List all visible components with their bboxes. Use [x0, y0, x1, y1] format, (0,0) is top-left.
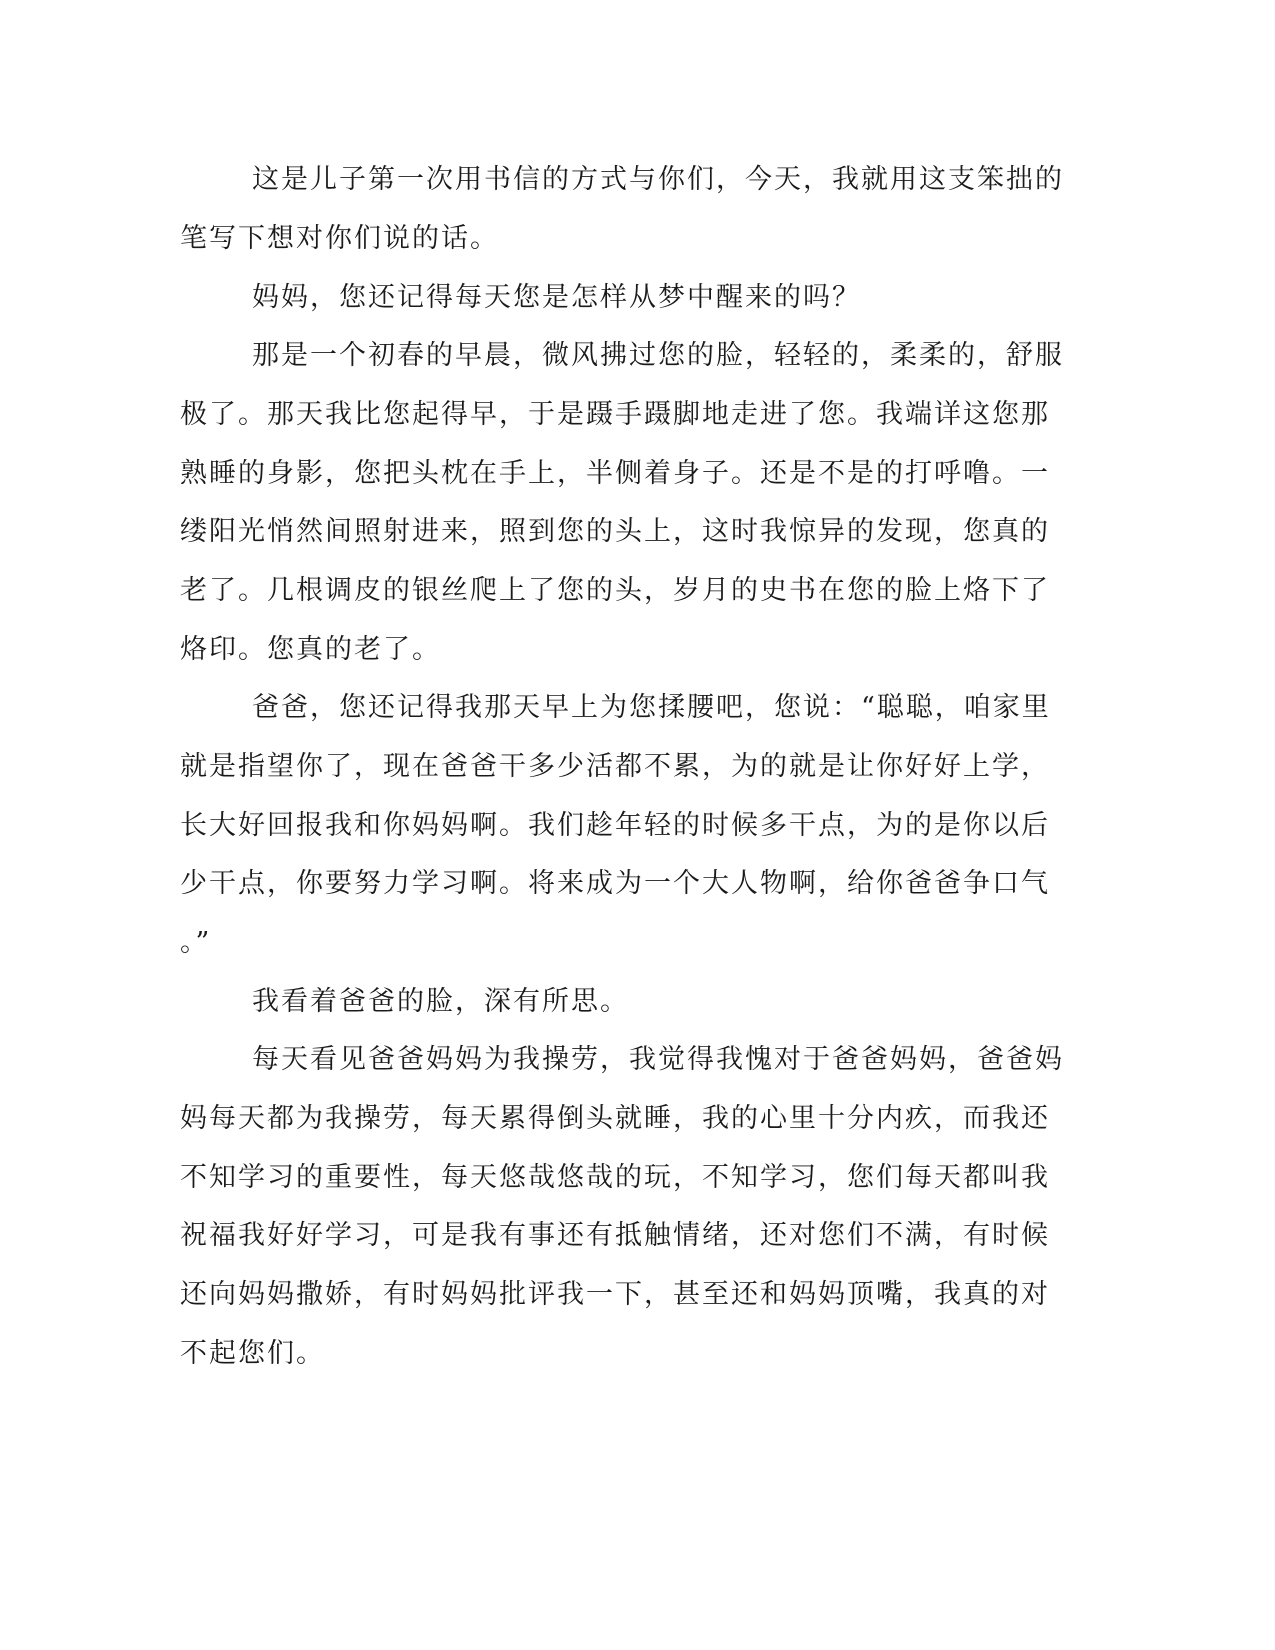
text-line: 就是指望你了，现在爸爸干多少活都不累，为的就是让你好好上学， — [180, 751, 1050, 782]
text-line: 不起您们。 — [180, 1338, 325, 1369]
text-line: 。” — [180, 927, 212, 958]
text-line: 长大好回报我和你妈妈啊。我们趁年轻的时候多干点，为的是你以后 — [180, 810, 1050, 841]
text-line: 那是一个初春的早晨，微风拂过您的脸，轻轻的，柔柔的，舒服 — [252, 340, 1064, 371]
text-line: 还向妈妈撒娇，有时妈妈批评我一下，甚至还和妈妈顶嘴，我真的对 — [180, 1279, 1050, 1310]
text-line: 极了。那天我比您起得早，于是蹑手蹑脚地走进了您。我端详这您那 — [180, 399, 1050, 430]
text-line: 笔写下想对你们说的话。 — [180, 223, 499, 254]
text-line: 我看着爸爸的脸，深有所思。 — [252, 986, 629, 1017]
text-line: 老了。几根调皮的银丝爬上了您的头，岁月的史书在您的脸上烙下了 — [180, 575, 1050, 606]
text-line: 烙印。您真的老了。 — [180, 634, 441, 665]
text-line: 缕阳光悄然间照射进来，照到您的头上，这时我惊异的发现，您真的 — [180, 516, 1050, 547]
text-line: 这是儿子第一次用书信的方式与你们，今天，我就用这支笨拙的 — [252, 164, 1064, 195]
text-line: 妈每天都为我操劳，每天累得倒头就睡，我的心里十分内疚，而我还 — [180, 1103, 1050, 1134]
text-line: 熟睡的身影，您把头枕在手上，半侧着身子。还是不是的打呼噜。一 — [180, 458, 1050, 489]
text-line: 每天看见爸爸妈妈为我操劳，我觉得我愧对于爸爸妈妈，爸爸妈 — [252, 1044, 1064, 1075]
text-line: 妈妈，您还记得每天您是怎样从梦中醒来的吗？ — [252, 282, 861, 313]
text-line: 爸爸，您还记得我那天早上为您揉腰吧，您说：“聪聪，咱家里 — [252, 692, 1051, 723]
text-line: 少干点，你要努力学习啊。将来成为一个大人物啊，给你爸爸争口气 — [180, 868, 1050, 899]
text-line: 祝福我好好学习，可是我有事还有抵触情绪，还对您们不满，有时候 — [180, 1220, 1050, 1251]
text-line: 不知学习的重要性，每天悠哉悠哉的玩，不知学习，您们每天都叫我 — [180, 1162, 1050, 1193]
